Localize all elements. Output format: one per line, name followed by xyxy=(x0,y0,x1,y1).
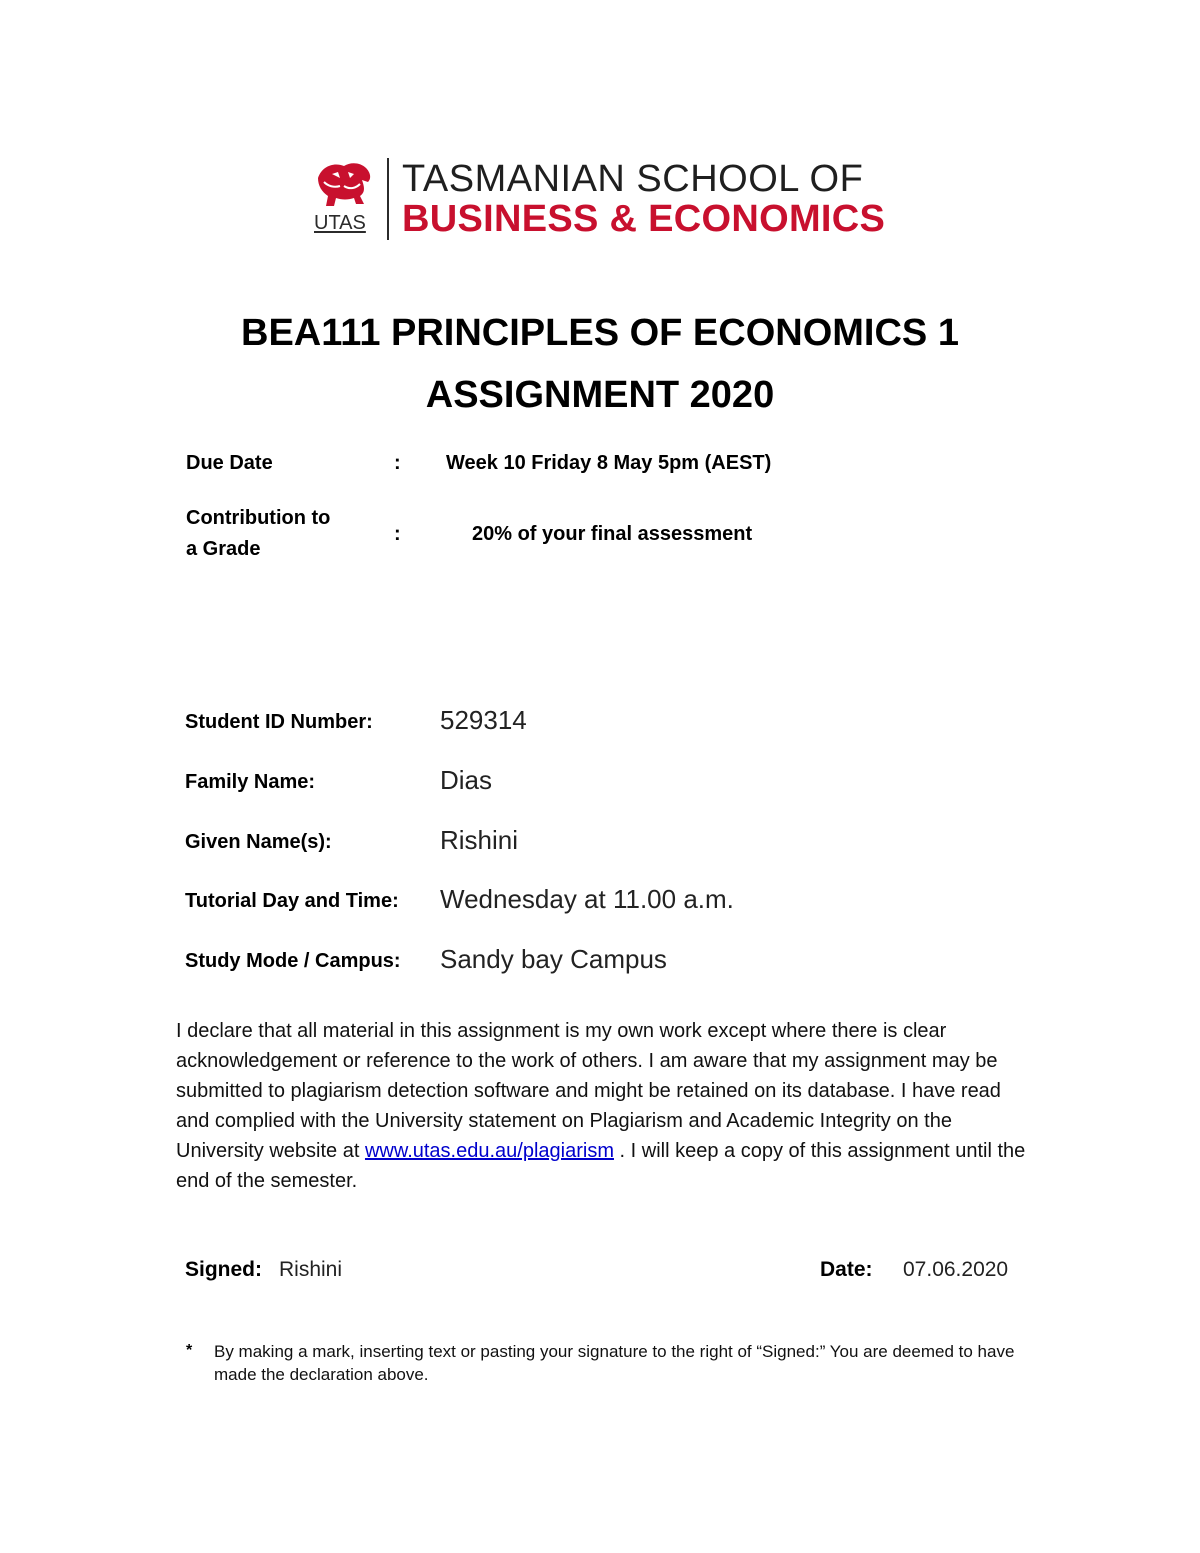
utas-wordmark: UTAS xyxy=(314,212,366,234)
date-value: 07.06.2020 xyxy=(903,1258,1009,1281)
footnote-marker: * xyxy=(186,1342,193,1359)
signed-value: Rishini xyxy=(279,1258,343,1281)
plagiarism-link[interactable]: www.utas.edu.au/plagiarism xyxy=(364,1140,614,1162)
school-name-line2: BUSINESS & ECONOMICS xyxy=(402,198,886,240)
given-name-value: Rishini xyxy=(440,825,519,855)
contribution-label-line2: a Grade xyxy=(186,538,261,560)
declaration-text: I declare that all material in this assignment is my own work except where there is clear acknowledgement or reference to the work of others. I am aware that my assignment may be submitted to plagiarism detection software and might be retained on its database. I have read and complied with the University statement on Plagiarism and Academic Integrity on the University website at xyxy=(176,1020,1001,1162)
declaration-paragraph xyxy=(176,1016,1026,1196)
signed-label: Signed: xyxy=(185,1258,262,1281)
study-mode-label: Study Mode / Campus: xyxy=(185,950,401,972)
assignment-title: ASSIGNMENT 2020 xyxy=(425,374,775,416)
study-mode-value: Sandy bay Campus xyxy=(440,944,667,974)
date-label: Date: xyxy=(820,1258,873,1281)
family-name-label: Family Name: xyxy=(185,771,316,793)
due-date-value: Week 10 Friday 8 May 5pm (AEST) xyxy=(446,452,772,474)
school-name-line1: TASMANIAN SCHOOL OF xyxy=(402,158,864,200)
student-id-label: Student ID Number: xyxy=(185,711,373,733)
contribution-colon: : xyxy=(394,523,401,545)
contribution-value: 20% of your final assessment xyxy=(472,523,753,545)
declaration-text-end: . I will keep a copy of this assignment until the end of the semester. xyxy=(176,1140,1026,1192)
due-date-label: Due Date xyxy=(186,452,273,474)
contribution-label-line1: Contribution to xyxy=(186,507,331,529)
course-title: BEA111 PRINCIPLES OF ECONOMICS 1 xyxy=(241,312,959,354)
lion-crest-icon xyxy=(314,160,374,212)
logo-divider xyxy=(387,158,389,240)
due-date-colon: : xyxy=(394,452,401,474)
school-logo xyxy=(314,158,894,243)
tutorial-value: Wednesday at 11.00 a.m. xyxy=(440,884,734,914)
family-name-value: Dias xyxy=(440,765,493,795)
footnote-text: By making a mark, inserting text or pasting your signature to the right of “Signed:” You are deemed to have made the declaration above. xyxy=(214,1342,1015,1384)
given-name-label: Given Name(s): xyxy=(185,831,332,853)
student-id-value: 529314 xyxy=(440,705,527,735)
tutorial-label: Tutorial Day and Time: xyxy=(185,890,399,912)
